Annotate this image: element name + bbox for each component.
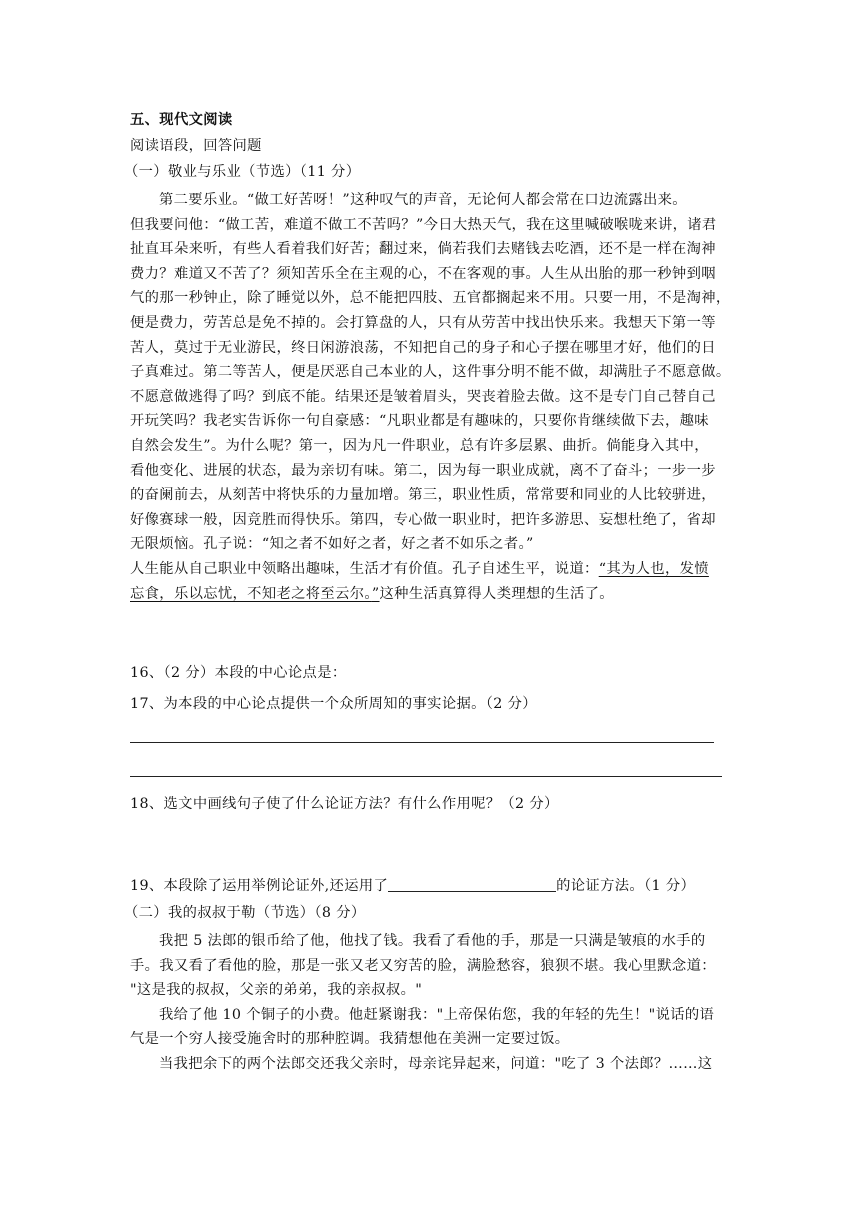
last-text-a: 人生能从自己职业中领略出趣味，生活才有价值。孔子自述生平，说道： — [130, 560, 599, 577]
passage-line: 便是费力，劳苦总是免不掉的。会打算盘的人，只有从劳苦中找出快乐来。我想天下第一等 — [130, 314, 716, 331]
instruction: 阅读语段，回答问题 — [130, 138, 262, 154]
passage-line: 不愿意做逃得了吗？到底不能。结果还是皱着眉头，哭丧着脸去做。这不是专门自己替自己 — [130, 388, 716, 405]
passage-line: 我把 5 法郎的银币给了他，他找了钱。我看了看他的手，那是一只满是皱痕的水手的 — [159, 933, 706, 949]
underlined-sentence-1: “其为人也，发愤 — [598, 560, 709, 577]
question-19 — [130, 874, 695, 899]
passage-line: "这是我的叔叔，父亲的弟弟，我的亲叔叔。" — [130, 982, 423, 999]
question-18: 18、选文中画线句子使了什么论证方法？有什么作用呢？（2 分） — [130, 796, 559, 812]
section-title: 五、现代文阅读 — [130, 112, 233, 128]
passage1-heading: （一）敬业与乐业（节选）（11 分） — [124, 164, 361, 180]
answer-blank[interactable] — [388, 877, 556, 892]
passage-line — [130, 582, 731, 607]
underlined-sentence-3: ” — [371, 585, 380, 602]
passage-line: 看他变化、进展的状态，最为亲切有味。第二，因为每一职业成就，离不了奋斗；一步一步 — [130, 462, 716, 479]
passage-line: 第二要乐业。“做工好苦呀！”这种叹气的声音，无论何人都会常在口边流露出来。 — [159, 192, 687, 208]
passage-line: 扯直耳朵来听，有些人看着我们好苦；翻过来，倘若我们去赌钱去吃酒，还不是一样在淘神 — [130, 241, 716, 258]
passage-line: 自然会发生”。为什么呢？第一，因为凡一件职业，总有许多层累、曲折。倘能身入其中， — [130, 437, 709, 454]
passage-line: 手。我又看了看他的脸，那是一张又老又穷苦的脸，满脸愁容，狼狈不堪。我心里默念道： — [130, 957, 716, 974]
question-17: 17、为本段的中心论点提供一个众所周知的事实论据。（2 分） — [130, 696, 537, 712]
answer-line-1[interactable] — [130, 742, 714, 743]
answer-line-2[interactable] — [130, 776, 722, 777]
passage-line: 的奋阑前去，从刻苦中将快乐的力量加增。第三，职业性质，常常要和同业的人比较骈进， — [130, 487, 716, 504]
passage-line: 开玩笑吗？我老实告诉你一句自豪感：“凡职业都是有趣味的，只要你肯继续做下去，趣味 — [130, 413, 709, 430]
passage-line: 费力？难道又不苦了？须知苦乐全在主观的心，不在客观的事。人生从出胎的那一秒钟到咽 — [130, 265, 716, 282]
passage-line: 苦人，莫过于无业游民，终日闲游浪荡，不知把自己的身子和心子摆在哪里才好，他们的日 — [130, 339, 716, 356]
passage-line: 子真难过。第二等苦人，便是厌恶自己本业的人，这件事分明不能不做，却满肚子不愿意做。 — [130, 364, 731, 381]
underlined-sentence-2: 忘食，乐以忘忧，不知老之将至云尔。 — [130, 585, 372, 602]
question-19-text-b: 的论证方法。（1 分） — [556, 878, 696, 894]
last-text-b: 这种生活真算得人类理想的生活了。 — [379, 585, 614, 602]
question-16: 16、（2 分）本段的中心论点是： — [130, 665, 347, 681]
passage-line: 但我要问他：“做工苦，难道不做工不苦吗？”今日大热天气，我在这里喊破喉咙来讲，诸君 — [130, 216, 717, 233]
passage-line: 气是一个穷人接受施舍时的那种腔调。我猜想他在美洲一定要过饭。 — [130, 1031, 570, 1048]
passage-line — [130, 557, 731, 582]
passage2-body — [130, 929, 716, 1077]
passage1-body — [130, 188, 731, 606]
passage-line: 气的那一秒钟止，除了睡觉以外，总不能把四肢、五官都搁起来不用。只要一用，不是淘神， — [130, 290, 731, 307]
passage2-heading: （二）我的叔叔于勒（节选）（8 分） — [124, 905, 366, 921]
passage-line: 无限烦恼。孔子说：“知之者不如好之者，好之者不如乐之者。” — [130, 536, 534, 553]
question-19-text-a: 19、本段除了运用举例论证外,还运用了 — [130, 878, 389, 894]
passage-line: 我给了他 10 个铜子的小费。他赶紧谢我："上帝保佑您，我的年轻的先生！"说话的语 — [159, 1006, 715, 1023]
passage-line: 好像赛球一般，因竞胜而得快乐。第四，专心做一职业时，把许多游思、妄想杜绝了，省却 — [130, 511, 716, 528]
passage-line: 当我把余下的两个法郎交还我父亲时，母亲诧异起来，问道："吃了 3 个法郎？……这 — [159, 1055, 713, 1072]
